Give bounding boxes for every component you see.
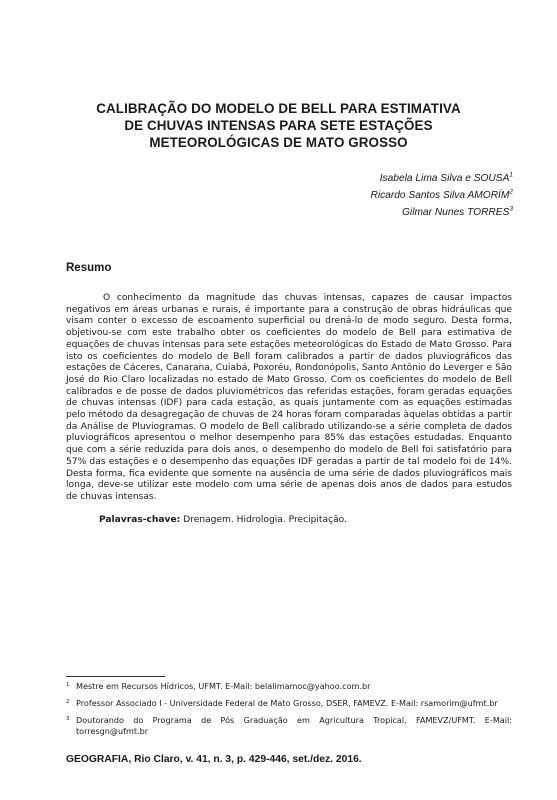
footnote — [66, 681, 512, 692]
footnote-mark: 1 — [66, 682, 70, 688]
title-line: CALIBRAÇÃO DO MODELO DE BELL PARA ESTIMATIVA — [96, 101, 461, 116]
author-footnote-mark: 3 — [509, 205, 513, 213]
footnote — [66, 715, 512, 737]
footnote-divider — [66, 676, 165, 677]
footnote-mark: 3 — [66, 716, 70, 722]
author-footnote-mark: 2 — [509, 188, 513, 196]
author — [213, 187, 513, 204]
title-line: METEOROLÓGICAS DE MATO GROSSO — [149, 135, 408, 150]
keywords-list: Drenagem. Hidrologia. Precipitação. — [183, 515, 347, 525]
footnote-text: Mestre em Recursos Hídricos, UFMT. E-Mail: belalimamoc@yahoo.com.br — [76, 681, 371, 691]
paper-title — [60, 100, 497, 151]
author — [213, 170, 513, 187]
footnote-text: Doutorando do Programa de Pós Graduação em Agricultura Tropical, FAMEVZ/UFMT. E-Mail: torresgn@ufmt.br — [76, 715, 512, 736]
keywords — [99, 515, 347, 525]
author — [213, 204, 513, 221]
journal-citation: GEOGRAFIA, Rio Claro, v. 41, n. 3, p. 429-446, set./dez. 2016. — [66, 754, 362, 765]
author-footnote-mark: 1 — [509, 171, 513, 179]
author-name: Gilmar Nunes TORRES — [402, 207, 510, 218]
footnote-mark: 2 — [66, 699, 70, 705]
author-list — [213, 170, 513, 221]
keywords-label: Palavras-chave: — [99, 515, 181, 525]
footnote-text: Professor Associado I - Universidade Federal de Mato Grosso, DSER, FAMEVZ. E-Mail: rsamorim@ufmt.br — [76, 698, 498, 708]
abstract-heading: Resumo — [66, 262, 112, 274]
footnote — [66, 698, 512, 709]
abstract-text: O conhecimento da magnitude das chuvas intensas, capazes de causar impactos negativos em áreas urbanas e rurais, é importante para a construção de obras hidráulicas que visam conter o excesso de escoamento superficial ou drená-lo de modo seguro. Desta forma, objetivou-se com este trabalho obter os coeficientes do modelo de Bell para estimativa de equações de chuvas intensas para sete estações meteorológicas do Estado de Mato Grosso. Para isto os coeficientes do modelo de Bell foram calibrados a partir de dados pluviográficos das estações de Cáceres, Canarana, Cuiabá, Poxoréu, Rondonópolis, Santo Antônio do Leverger e São José do Rio Claro localizadas no estado de Mato Grosso. Com os coeficientes do modelo de Bell calibrados e de posse de dados pluviométricos das referidas estações, foram geradas equações de chuvas intensas (IDF) para cada estação, as quais juntamente com as equações estimadas pelo método da desagregação de chuvas de 24 horas foram comparadas àquelas obtidas a partir da Análise de Pluviogramas. O modelo de Bell calibrado utilizando-se a série completa de dados pluviográficos apresentou o melhor desempenho para 85% das estações estudadas. Enquanto que com a série reduzida para dois anos, o desempenho do modelo de Bell foi satisfatório para 57% das estações e o desempenho das equações IDF geradas a partir de tal modelo foi de 14%. Desta forma, fica evidente que somente na ausência de uma série de dados pluviográficos mais longa, deve-se utilizar este modelo com uma série de apenas dois anos de dados para estudos de chuvas intensas. — [66, 293, 512, 502]
author-name: Isabela Lima Silva e SOUSA — [379, 173, 510, 184]
footnotes — [66, 681, 512, 743]
title-line: DE CHUVAS INTENSAS PARA SETE ESTAÇÕES — [124, 118, 433, 133]
author-name: Ricardo Santos Silva AMORÍM — [370, 190, 510, 201]
